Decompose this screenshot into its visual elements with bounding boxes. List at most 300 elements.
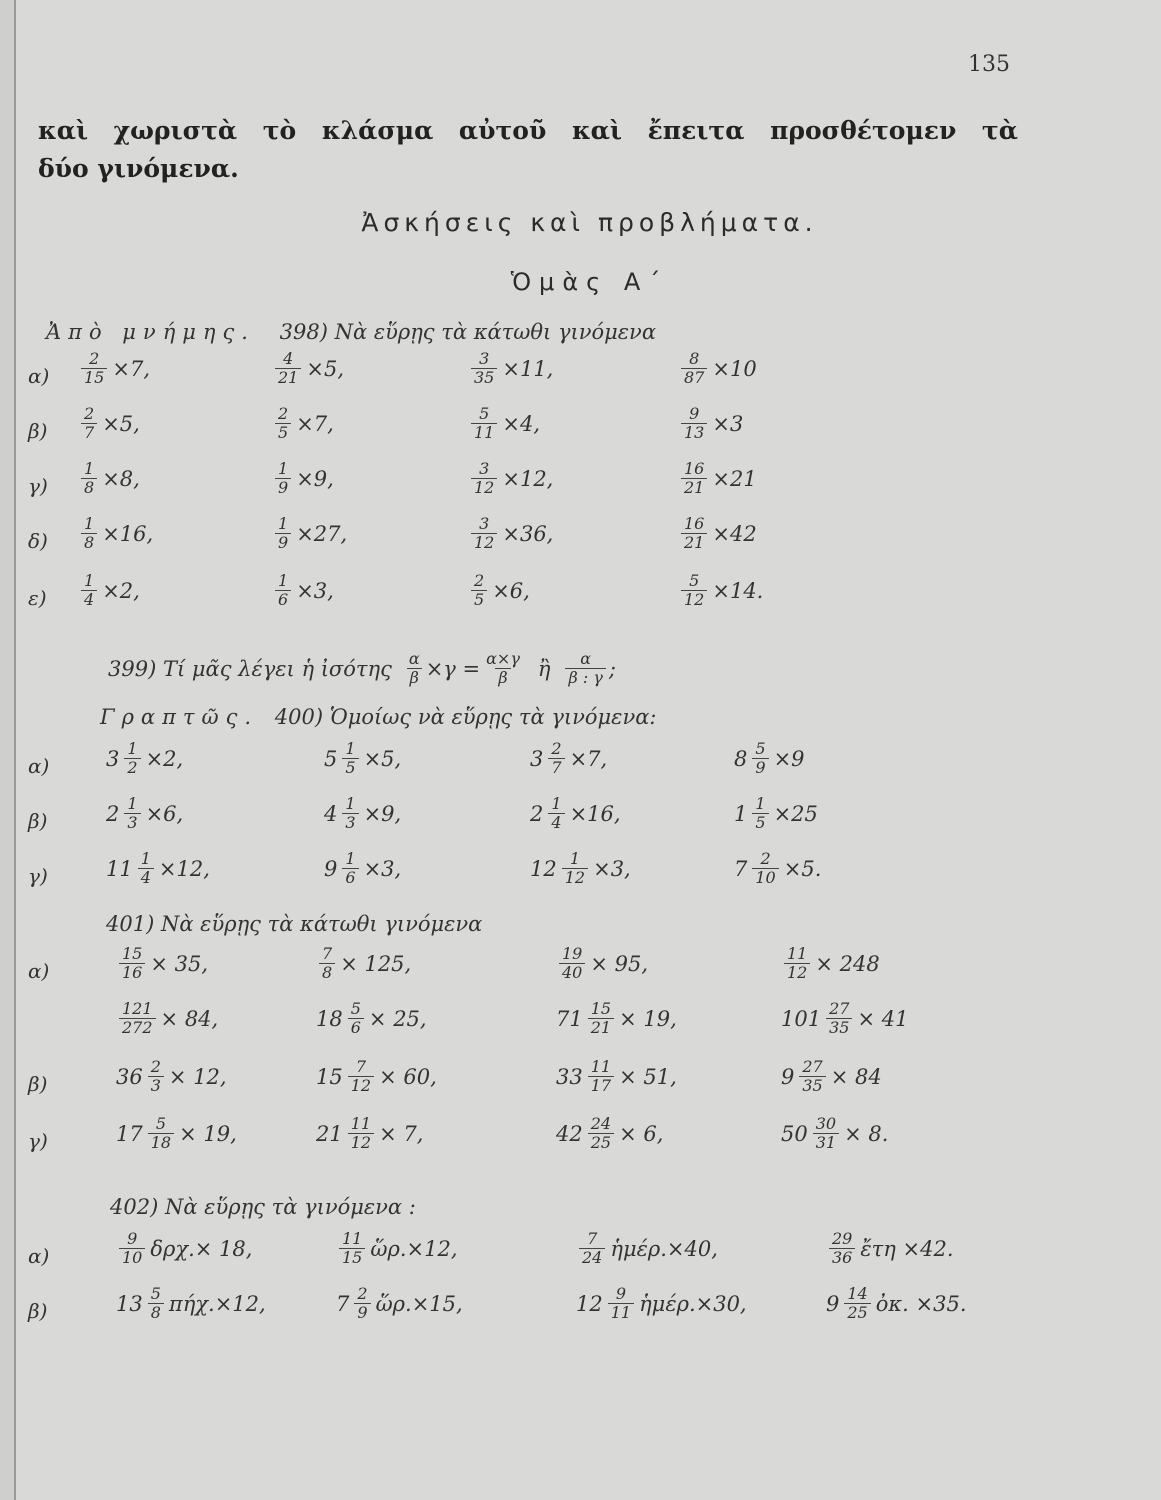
product-term: [530, 795, 621, 832]
numerator: 9: [127, 1229, 138, 1248]
multiplier: ×5,: [306, 356, 344, 381]
denominator: 17: [588, 1076, 614, 1095]
fraction: [784, 945, 810, 982]
multiplier: ×8,: [102, 466, 140, 491]
multiplier: × 95,: [590, 951, 649, 976]
multiplier: ×14.: [712, 578, 764, 603]
whole-number: 5: [324, 746, 338, 771]
numerator: 11: [342, 1229, 363, 1248]
fraction: [844, 1285, 870, 1322]
numerator: 5: [150, 1284, 161, 1303]
lead-from-memory: Ἀπὸ μνήμης.: [46, 320, 255, 344]
denominator: 35: [799, 1076, 825, 1095]
denominator: 40: [559, 963, 585, 982]
page-number: 135: [968, 52, 1010, 77]
whole-number: 4: [324, 801, 338, 826]
row-label: δ): [28, 529, 48, 553]
lead-written: Γραπτῶς.: [100, 705, 259, 729]
product-term: [336, 1230, 458, 1267]
denominator: 12: [471, 533, 497, 552]
product-term: [78, 460, 140, 497]
fraction: [752, 740, 768, 777]
product-term: [272, 405, 334, 442]
whole-number: 7: [734, 856, 748, 881]
whole-number: 11: [106, 856, 133, 881]
numerator: 5: [479, 404, 490, 423]
multiplier: × 19,: [619, 1006, 677, 1031]
multiplier: ×6,: [492, 578, 530, 603]
numerator: 2: [84, 404, 95, 423]
denominator: 24: [579, 1248, 605, 1267]
fraction: [275, 460, 291, 497]
fraction: [81, 572, 97, 609]
intro-word: χωριστὰ: [113, 116, 238, 145]
product-term: [316, 1058, 437, 1095]
exercise-400-header: [100, 705, 656, 729]
exercise-401-header: 401) Νὰ εὕρῃς τὰ κάτωθι γινόμενα: [106, 912, 483, 936]
fraction: [275, 350, 301, 387]
product-term: [316, 1115, 423, 1152]
intro-word: αὐτοῦ: [458, 116, 547, 145]
row-label: α): [28, 959, 50, 983]
whole-number: 2: [106, 801, 120, 826]
numerator: 15: [590, 999, 612, 1018]
product-term: [468, 515, 553, 552]
whole-number: 3: [530, 746, 544, 771]
multiplier: ἡμέρ.×40,: [610, 1236, 718, 1261]
product-term: [116, 1230, 252, 1267]
row-label: β): [28, 419, 48, 443]
product-term: [272, 350, 344, 387]
denominator: 7: [548, 758, 564, 777]
row-label: α): [28, 1244, 50, 1268]
product-term: [781, 1115, 888, 1152]
multiplier: ×11,: [502, 356, 554, 381]
whole-number: 12: [530, 856, 557, 881]
fraction: [588, 1000, 614, 1037]
numerator: 5: [155, 1114, 166, 1133]
multiplier: ×9,: [296, 466, 334, 491]
fraction: $\frac{\alpha}{\beta : \gamma}$: [565, 650, 605, 687]
numerator: 1: [127, 739, 138, 758]
multiplier: ×21: [712, 466, 757, 491]
product-term: [556, 1000, 677, 1037]
fraction: [342, 795, 358, 832]
fraction: [81, 515, 97, 552]
numerator: 121: [122, 999, 153, 1018]
denominator: 35: [471, 368, 497, 387]
numerator: 15: [122, 944, 143, 963]
product-term: [576, 1285, 747, 1322]
product-term: [116, 1285, 266, 1322]
product-term: [826, 1285, 967, 1322]
numerator: 2: [551, 739, 562, 758]
multiplier: × 12,: [168, 1064, 227, 1089]
whole-number: 8: [734, 746, 748, 771]
fraction: [608, 1285, 634, 1322]
whole-number: 1: [734, 801, 748, 826]
fraction: [342, 850, 358, 887]
multiplier: ὀκ. ×35.: [875, 1291, 967, 1316]
denominator: 21: [275, 368, 301, 387]
multiplier: ×10: [712, 356, 757, 381]
whole-number: 13: [116, 1291, 143, 1316]
fraction: [471, 515, 497, 552]
denominator: 12: [562, 868, 588, 887]
numerator: 2: [278, 404, 289, 423]
denominator: 8: [148, 1303, 164, 1322]
whole-number: 101: [781, 1006, 822, 1031]
multiplier: × 35,: [150, 951, 209, 976]
numerator: 1: [551, 794, 562, 813]
product-term: [116, 1115, 237, 1152]
product-term: [324, 795, 401, 832]
section-heading: Ἀσκήσεις καὶ προβλήματα.: [361, 208, 818, 237]
numerator: 19: [562, 944, 583, 963]
product-term: [781, 945, 880, 982]
numerator: 3: [479, 459, 490, 478]
multiplier: ὥρ.×12,: [370, 1236, 458, 1261]
fraction: $\frac{\alpha\times\gamma}{\beta}$: [486, 649, 520, 687]
numerator: 1: [127, 794, 138, 813]
denominator: 10: [752, 868, 778, 887]
product-term: [116, 1000, 218, 1037]
whole-number: 15: [316, 1064, 343, 1089]
numerator: 1: [84, 571, 95, 590]
fraction: [348, 1058, 374, 1095]
numerator: 30: [815, 1114, 837, 1133]
multiplier: ×3,: [296, 578, 334, 603]
numerator: 9: [615, 1284, 626, 1303]
product-term: [556, 945, 648, 982]
product-term: [826, 1230, 954, 1267]
denominator: 12: [348, 1133, 374, 1152]
exercise-398-text: 398) Νὰ εὕρῃς τὰ κάτωθι γινόμενα: [279, 320, 656, 344]
denominator: 18: [148, 1133, 174, 1152]
numerator: 1: [84, 514, 95, 533]
row-label: β): [28, 1299, 48, 1323]
fraction: [548, 795, 564, 832]
denominator: 5: [752, 813, 768, 832]
intro-line-2: δύο γινόμενα.: [38, 154, 239, 183]
product-term: [324, 850, 401, 887]
product-term: [530, 850, 631, 887]
fraction: [681, 572, 707, 609]
denominator: 13: [681, 423, 707, 442]
multiplier: × 248: [815, 951, 880, 976]
product-term: [316, 945, 411, 982]
product-term: [116, 945, 208, 982]
numerator: 1: [345, 849, 356, 868]
denominator: 8: [81, 533, 97, 552]
multiplier: ×7,: [296, 411, 334, 436]
row-label: γ): [28, 864, 48, 888]
multiplier: × 41: [857, 1006, 909, 1031]
multiplier: ×36,: [502, 521, 554, 546]
multiplier: ×12,: [502, 466, 554, 491]
fraction: [275, 572, 291, 609]
denominator: 12: [348, 1076, 374, 1095]
fraction: [562, 850, 588, 887]
multiplier: ×2,: [145, 746, 184, 771]
numerator: 3: [479, 514, 490, 533]
multiplier: × 6,: [619, 1121, 664, 1146]
fraction: $\frac{\alpha}{\beta}$: [406, 650, 423, 687]
product-term: [78, 515, 153, 552]
product-term: [336, 1285, 463, 1322]
numerator: 16: [684, 514, 705, 533]
fraction: [119, 1000, 156, 1037]
denominator: 25: [844, 1303, 870, 1322]
multiplier: × 84,: [160, 1006, 219, 1031]
whole-number: 42: [556, 1121, 583, 1146]
exercise-399-text: 399) Τί μᾶς λέγει ἡ ἰσότης: [108, 656, 392, 681]
intro-text: [38, 112, 1018, 188]
fraction: [275, 405, 291, 442]
product-term: [468, 572, 530, 609]
denominator: 9: [275, 478, 291, 497]
numerator: 27: [802, 1057, 823, 1076]
product-term: [678, 515, 757, 552]
denominator: 10: [119, 1248, 145, 1267]
fraction: [471, 350, 497, 387]
denominator: 25: [588, 1133, 614, 1152]
multiplier: ×5.: [783, 856, 822, 881]
multiplier: ἔτη ×42.: [860, 1236, 954, 1261]
multiplier: × 51,: [619, 1064, 677, 1089]
denominator: 31: [813, 1133, 839, 1152]
multiplier: ×3: [712, 411, 744, 436]
fraction: [119, 1230, 145, 1267]
denominator: 21: [588, 1018, 614, 1037]
fraction: [752, 795, 768, 832]
numerator: 2: [760, 849, 771, 868]
row-label: γ): [28, 474, 48, 498]
denominator: 5: [471, 590, 487, 609]
denominator: 6: [275, 590, 291, 609]
numerator: 5: [689, 571, 700, 590]
denominator: 272: [119, 1018, 156, 1037]
fraction: [148, 1058, 164, 1095]
intro-word: καὶ: [38, 116, 89, 145]
product-term: [576, 1230, 718, 1267]
fraction: [81, 460, 97, 497]
product-term: [78, 572, 140, 609]
multiplier: ×16,: [569, 801, 621, 826]
product-term: [468, 350, 553, 387]
denominator: 36: [829, 1248, 855, 1267]
exercise-400-text: 400) Ὁμοίως νὰ εὕρῃς τὰ γινόμενα:: [274, 705, 657, 729]
multiplier: ×7,: [112, 356, 150, 381]
denominator: 35: [826, 1018, 852, 1037]
product-term: [468, 405, 540, 442]
product-term: [272, 572, 334, 609]
product-term: [78, 350, 150, 387]
fraction: [588, 1115, 614, 1152]
fraction: [148, 1285, 164, 1322]
numerator: 7: [322, 944, 333, 963]
multiplier: × 125,: [340, 951, 412, 976]
product-term: [116, 1058, 227, 1095]
product-term: [316, 1000, 427, 1037]
denominator: 8: [81, 478, 97, 497]
numerator: 1: [84, 459, 95, 478]
fraction: [124, 740, 140, 777]
multiplier: × 8.: [844, 1121, 889, 1146]
multiplier: ×27,: [296, 521, 348, 546]
whole-number: 21: [316, 1121, 343, 1146]
numerator: 2: [89, 349, 100, 368]
whole-number: 18: [316, 1006, 343, 1031]
numerator: 24: [590, 1114, 612, 1133]
product-term: [678, 572, 763, 609]
multiplier: × 7,: [379, 1121, 424, 1146]
fraction: [826, 1000, 852, 1037]
denominator: 4: [138, 868, 154, 887]
denominator: 21: [681, 533, 707, 552]
numerator: 1: [278, 514, 289, 533]
multiplier: × 84: [830, 1064, 882, 1089]
denominator: 12: [784, 963, 810, 982]
numerator: 7: [587, 1229, 598, 1248]
fraction: [354, 1285, 370, 1322]
fraction: [681, 405, 707, 442]
numerator: 7: [355, 1057, 366, 1076]
product-term: [272, 460, 334, 497]
product-term: [324, 740, 401, 777]
denominator: 6: [348, 1018, 364, 1037]
intro-word: κλάσμα: [321, 116, 434, 145]
exercise-399: [108, 650, 616, 687]
multiplier: ×42: [712, 521, 757, 546]
multiplier: × 19,: [179, 1121, 237, 1146]
book-page: [14, 0, 1161, 1500]
multiplier: ×3,: [593, 856, 631, 881]
multiplier: ×5,: [102, 411, 140, 436]
intro-word: τὰ: [981, 116, 1018, 145]
numerator: 2: [150, 1057, 161, 1076]
fraction: [799, 1058, 825, 1095]
fraction: [124, 795, 140, 832]
numerator: 11: [350, 1114, 372, 1133]
denominator: 3: [124, 813, 140, 832]
fraction: [319, 945, 335, 982]
fraction: [275, 515, 291, 552]
fraction: [471, 572, 487, 609]
denominator: 9: [275, 533, 291, 552]
denominator: 5: [275, 423, 291, 442]
intro-word: τὸ: [262, 116, 297, 145]
multiplier: ×3,: [363, 856, 402, 881]
numerator: 11: [787, 944, 808, 963]
fraction: [342, 740, 358, 777]
fraction: [471, 460, 497, 497]
multiplier: ×4,: [502, 411, 540, 436]
numerator: 1: [755, 794, 766, 813]
denominator: 7: [81, 423, 97, 442]
numerator: 11: [590, 1057, 612, 1076]
whole-number: 33: [556, 1064, 583, 1089]
denominator: 15: [81, 368, 107, 387]
whole-number: 36: [116, 1064, 143, 1089]
denominator: 11: [608, 1303, 634, 1322]
multiplier: ×5,: [363, 746, 402, 771]
numerator: 2: [357, 1284, 368, 1303]
group-heading: Ὁμὰς Α΄: [510, 268, 669, 296]
question-mark: ;: [608, 656, 616, 681]
whole-number: 71: [556, 1006, 583, 1031]
numerator: 5: [350, 999, 361, 1018]
multiplier: ×7,: [569, 746, 608, 771]
fraction: [471, 405, 497, 442]
fraction: [681, 515, 707, 552]
multiplier: ×25: [773, 801, 818, 826]
whole-number: 9: [781, 1064, 795, 1089]
row-label: α): [28, 364, 50, 388]
exercise-398-header: [46, 320, 656, 344]
denominator: 5: [342, 758, 358, 777]
whole-number: 7: [336, 1291, 350, 1316]
numerator: 27: [829, 999, 850, 1018]
fraction: [339, 1230, 365, 1267]
denominator: 9: [752, 758, 768, 777]
product-term: [781, 1000, 908, 1037]
exercise-402-header: 402) Νὰ εὕρῃς τὰ γινόμενα :: [110, 1195, 416, 1219]
numerator: 1: [140, 849, 151, 868]
row-label: γ): [28, 1129, 48, 1153]
row-label: α): [28, 754, 50, 778]
row-label: β): [28, 809, 48, 833]
fraction: [588, 1058, 614, 1095]
intro-word: καὶ: [571, 116, 623, 145]
denominator: 16: [119, 963, 145, 982]
whole-number: 2: [530, 801, 544, 826]
product-term: [106, 795, 183, 832]
fraction: [81, 405, 97, 442]
denominator: 9: [354, 1303, 370, 1322]
fraction: [348, 1115, 374, 1152]
multiplier: ×16,: [102, 521, 154, 546]
numerator: 1: [569, 849, 580, 868]
multiplier: ×12,: [158, 856, 210, 881]
numerator: 1: [278, 459, 289, 478]
product-term: [678, 460, 757, 497]
numerator: 16: [684, 459, 705, 478]
denominator: 2: [124, 758, 140, 777]
product-term: [678, 350, 757, 387]
multiplier: ὥρ.×15,: [375, 1291, 463, 1316]
product-term: [556, 1115, 663, 1152]
fraction: [813, 1115, 839, 1152]
multiplier: ×9,: [363, 801, 402, 826]
denominator: 8: [319, 963, 335, 982]
multiplier: πήχ.×12,: [168, 1291, 266, 1316]
fraction: [681, 350, 707, 387]
whole-number: 50: [781, 1121, 808, 1146]
product-term: [106, 850, 210, 887]
numerator: 3: [479, 349, 490, 368]
intro-word: προσθέτομεν: [770, 116, 957, 145]
denominator: 3: [148, 1076, 164, 1095]
product-term: [556, 1058, 677, 1095]
product-term: [781, 1058, 882, 1095]
whole-number: 3: [106, 746, 120, 771]
multiplier: × 25,: [368, 1006, 427, 1031]
whole-number: 9: [324, 856, 338, 881]
intro-line-1: [38, 112, 1018, 150]
numerator: 4: [283, 349, 294, 368]
or-word: ἢ: [537, 656, 551, 681]
